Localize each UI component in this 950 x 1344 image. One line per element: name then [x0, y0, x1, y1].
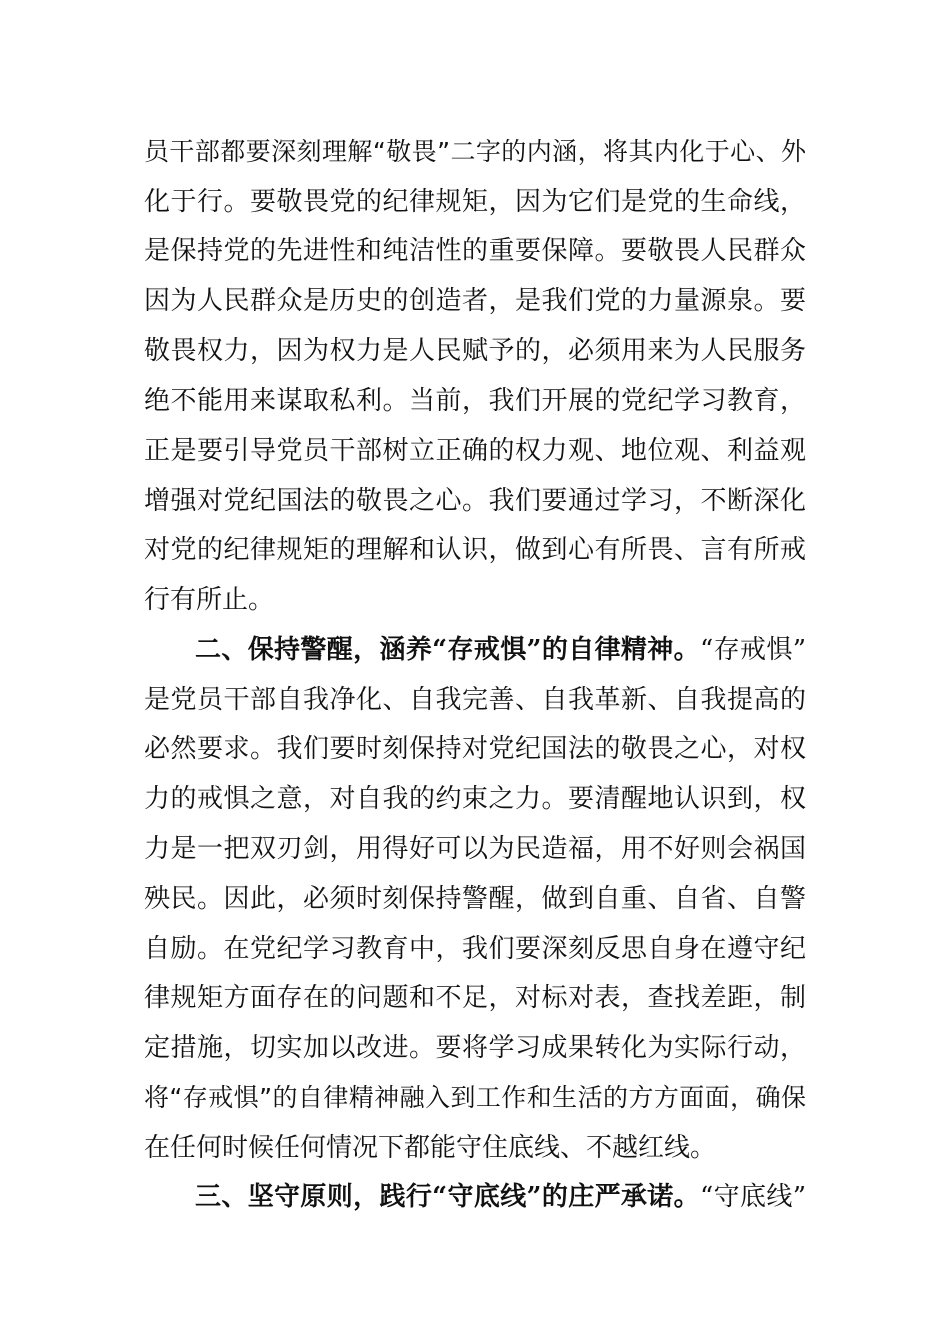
paragraph-2-line-10: 将“存戒惧”的自律精神融入到工作和生活的方方面面，确保: [144, 1083, 806, 1112]
paragraph-1-line-1: 员干部都要深刻理解“敬畏”二字的内涵，将其内化于心、外: [144, 137, 806, 166]
paragraph-1-line-6: 绝不能用来谋取私利。当前，我们开展的党纪学习教育，: [144, 386, 806, 416]
paragraph-2-line-8: 律规矩方面存在的问题和不足，对标对表，查找差距，制: [144, 983, 806, 1013]
paragraph-2-line-2: 是党员干部自我净化、自我完善、自我革新、自我提高的: [144, 685, 806, 715]
paragraph-2-line-9: 定措施，切实加以改进。要将学习成果转化为实际行动，: [144, 1033, 806, 1063]
paragraph-2-line-7: 自励。在党纪学习教育中，我们要深刻反思自身在遵守纪: [144, 934, 806, 964]
paragraph-1-line-9: 对党的纪律规矩的理解和认识，做到心有所畏、言有所戒: [144, 535, 806, 565]
section-heading-3: 三、坚守原则，践行“守底线”的庄严承诺。: [195, 1182, 700, 1212]
paragraph-1-line-3: 是保持党的先进性和纯洁性的重要保障。要敬畏人民群众: [144, 236, 806, 266]
paragraph-2-first-line-rest: “存戒惧”: [699, 635, 806, 665]
paragraph-1-line-8: 增强对党纪国法的敬畏之心。我们要通过学习，不断深化: [144, 486, 806, 516]
paragraph-2-first-line: [195, 630, 806, 670]
paragraph-2-line-3: 必然要求。我们要时刻保持对党纪国法的敬畏之心，对权: [144, 734, 806, 764]
section-heading-2: 二、保持警醒，涵养“存戒惧”的自律精神。: [195, 635, 700, 665]
paragraph-1-line-7: 正是要引导党员干部树立正确的权力观、地位观、利益观: [144, 436, 806, 466]
paragraph-3-first-line-rest: “守底线”: [699, 1182, 806, 1212]
paragraph-2-line-5: 力是一把双刃剑，用得好可以为民造福，用不好则会祸国: [144, 834, 806, 864]
paragraph-1-line-10: 行有所止。: [144, 585, 275, 615]
paragraph-1-line-2: 化于行。要敬畏党的纪律规矩，因为它们是党的生命线，: [144, 187, 806, 217]
paragraph-2-line-6: 殃民。因此，必须时刻保持警醒，做到自重、自省、自警: [144, 884, 806, 914]
paragraph-1-line-5: 敬畏权力，因为权力是人民赋予的，必须用来为人民服务: [144, 336, 806, 366]
paragraph-3-first-line: [195, 1177, 806, 1217]
paragraph-2-line-4: 力的戒惧之意，对自我的约束之力。要清醒地认识到，权: [144, 784, 806, 814]
paragraph-1-line-4: 因为人民群众是历史的创造者，是我们党的力量源泉。要: [144, 286, 806, 316]
paragraph-2-line-11: 在任何时候任何情况下都能守住底线、不越红线。: [144, 1133, 717, 1163]
